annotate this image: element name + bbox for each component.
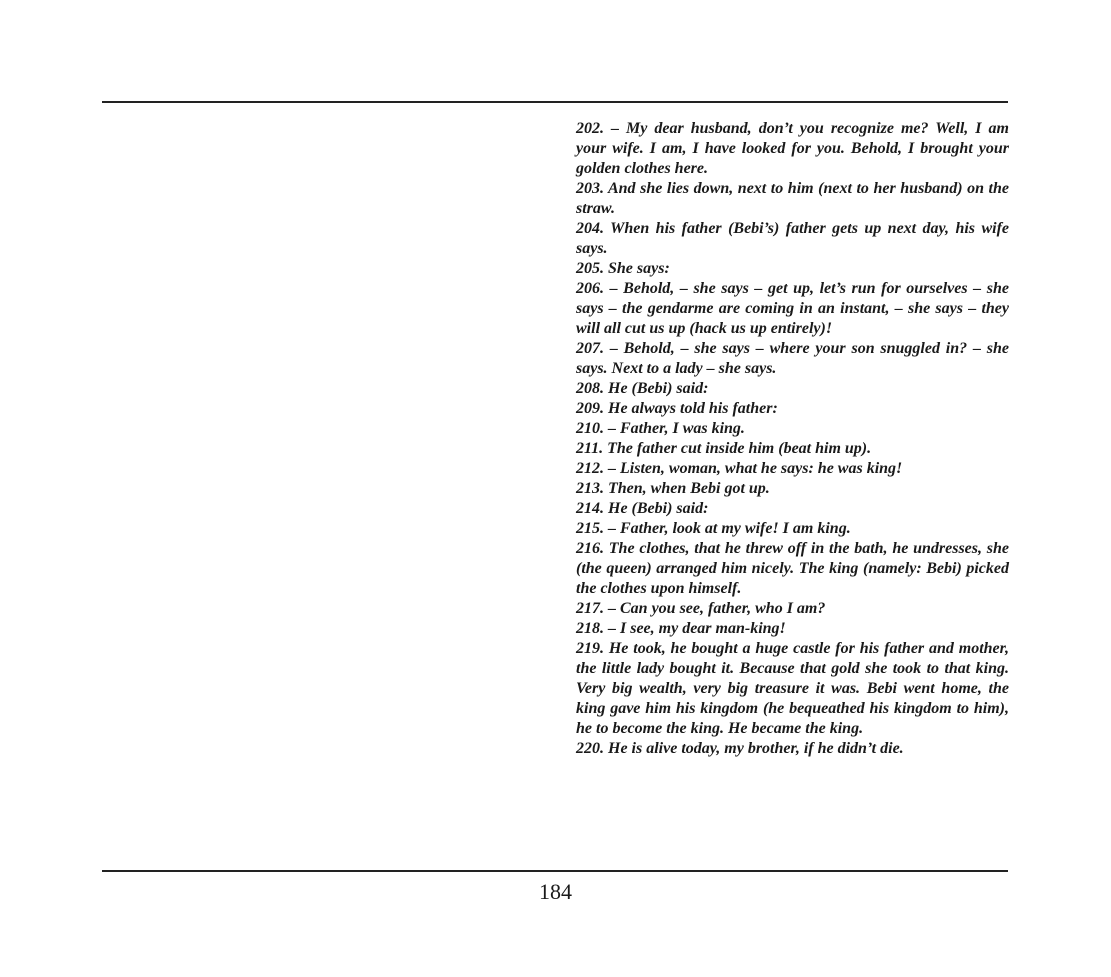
- paragraph-220: 220. He is alive today, my brother, if he didn’t die.: [576, 740, 904, 757]
- paragraph-215: 215. – Father, look at my wife! I am king.: [576, 520, 851, 537]
- paragraph-210: 210. – Father, I was king.: [576, 420, 745, 437]
- paragraph-209: 209. He always told his father:: [576, 400, 778, 417]
- paragraph-208: 208. He (Bebi) said:: [576, 380, 709, 397]
- paragraph-202: 202. – My dear husband, don’t you recognize me? Well, I am your wife. I am, I have looked for you. Behold, I brought your golden clothes here.: [576, 120, 1009, 177]
- paragraph-204: 204. When his father (Bebi’s) father gets up next day, his wife says.: [576, 220, 1009, 257]
- paragraph-219: 219. He took, he bought a huge castle for his father and mother, the little lady bought it. Because that gold she took to that king. Very big wealth, very big treasure it was. Bebi went home, the king gave him his kingdom (he bequeathed his kingdom to him), he to become the king. He became the king.: [576, 640, 1009, 737]
- paragraph-211: 211. The father cut inside him (beat him up).: [576, 440, 872, 457]
- paragraph-216: 216. The clothes, that he threw off in the bath, he undresses, she (the queen) arranged him nicely. The king (namely: Bebi) picked the clothes upon himself.: [576, 540, 1009, 597]
- paragraph-206: 206. – Behold, – she says – get up, let’s run for ourselves – she says – the gendarme are coming in an instant, – she says – they will all cut us up (hack us up entirely)!: [576, 280, 1009, 337]
- paragraph-203: 203. And she lies down, next to him (next to her husband) on the straw.: [576, 180, 1009, 217]
- bottom-rule: [102, 870, 1008, 872]
- paragraph-212: 212. – Listen, woman, what he says: he was king!: [576, 460, 903, 477]
- paragraph-218: 218. – I see, my dear man-king!: [576, 620, 786, 637]
- paragraph-214: 214. He (Bebi) said:: [576, 500, 709, 517]
- text-column: [576, 119, 1009, 759]
- paragraph-207: 207. – Behold, – she says – where your son snuggled in? – she says. Next to a lady – she says.: [576, 340, 1009, 377]
- paragraph-205: 205. She says:: [576, 260, 670, 277]
- paragraph-217: 217. – Can you see, father, who I am?: [576, 600, 826, 617]
- top-rule: [102, 101, 1008, 103]
- page-number: 184: [539, 879, 572, 904]
- paragraph-213: 213. Then, when Bebi got up.: [576, 480, 770, 497]
